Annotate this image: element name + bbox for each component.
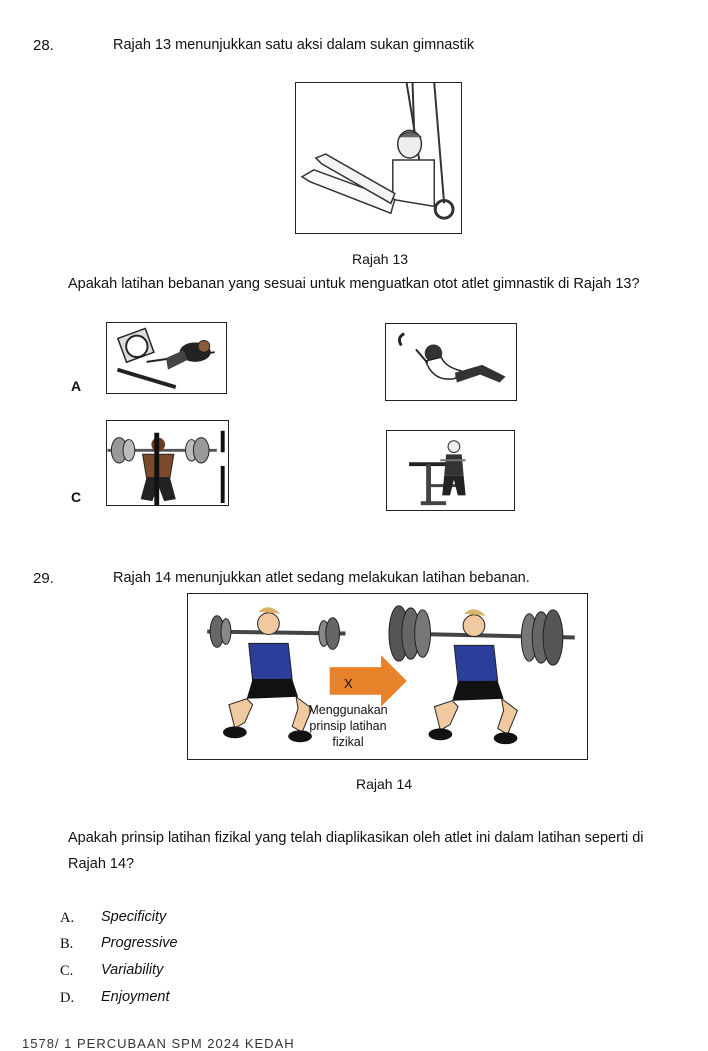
- rajah-14-caption: Rajah 14: [356, 776, 413, 792]
- option-a-image[interactable]: [106, 322, 227, 394]
- option-b-image[interactable]: [385, 323, 517, 401]
- answer-a-text: Specificity: [101, 909, 167, 925]
- preacher-curl-icon: [387, 431, 514, 510]
- answer-a-letter: A.: [60, 910, 75, 926]
- answer-d-text: Enjoyment: [101, 989, 170, 1005]
- rajah-14-figure: [187, 593, 588, 760]
- q28-number: 28.: [33, 37, 54, 54]
- figure-arrow-line3: fizikal: [332, 735, 364, 749]
- q29-question-line2: Rajah 14?: [68, 856, 135, 872]
- answer-option-b[interactable]: [60, 935, 178, 953]
- answer-option-a[interactable]: [60, 909, 167, 927]
- answer-d-letter: D.: [60, 990, 75, 1006]
- sit-up-icon: [386, 324, 516, 400]
- answer-c-text: Variability: [101, 962, 164, 978]
- answer-b-letter: B.: [60, 936, 74, 952]
- rajah-13-caption: Rajah 13: [352, 251, 409, 267]
- rajah-13-figure: [295, 82, 462, 234]
- option-c-letter: C: [71, 489, 82, 505]
- q29-number: 29.: [33, 570, 54, 587]
- figure-arrow-line1: Menggunakan: [308, 703, 388, 717]
- answer-option-c[interactable]: [60, 962, 164, 980]
- figure-arrow-line2: prinsip latihan: [309, 719, 387, 733]
- q28-intro: Rajah 13 menunjukkan satu aksi dalam sukan gimnastik: [113, 37, 475, 53]
- answer-c-letter: C.: [60, 963, 74, 979]
- barbell-squat-icon: [107, 421, 228, 505]
- answer-b-text: Progressive: [101, 935, 178, 951]
- page-footer: 1578/ 1 PERCUBAAN SPM 2024 KEDAH: [22, 1036, 295, 1051]
- option-d-image[interactable]: [386, 430, 515, 511]
- figure-arrow-text: [308, 702, 388, 750]
- q28-question: Apakah latihan bebanan yang sesuai untuk menguatkan otot atlet gimnastik di Rajah 13?: [68, 276, 640, 292]
- q29-question-line1: Apakah prinsip latihan fizikal yang telah diaplikasikan oleh atlet ini dalam latihan seperti di: [68, 830, 644, 846]
- leg-press-icon: [107, 323, 226, 393]
- answer-option-d[interactable]: [60, 989, 170, 1007]
- q29-intro: Rajah 14 menunjukkan atlet sedang melakukan latihan bebanan.: [113, 570, 530, 586]
- option-c-image[interactable]: [106, 420, 229, 506]
- option-a-letter: A: [71, 378, 82, 394]
- gymnast-rings-illustration: [296, 83, 461, 233]
- figure-label-x: X: [344, 676, 353, 691]
